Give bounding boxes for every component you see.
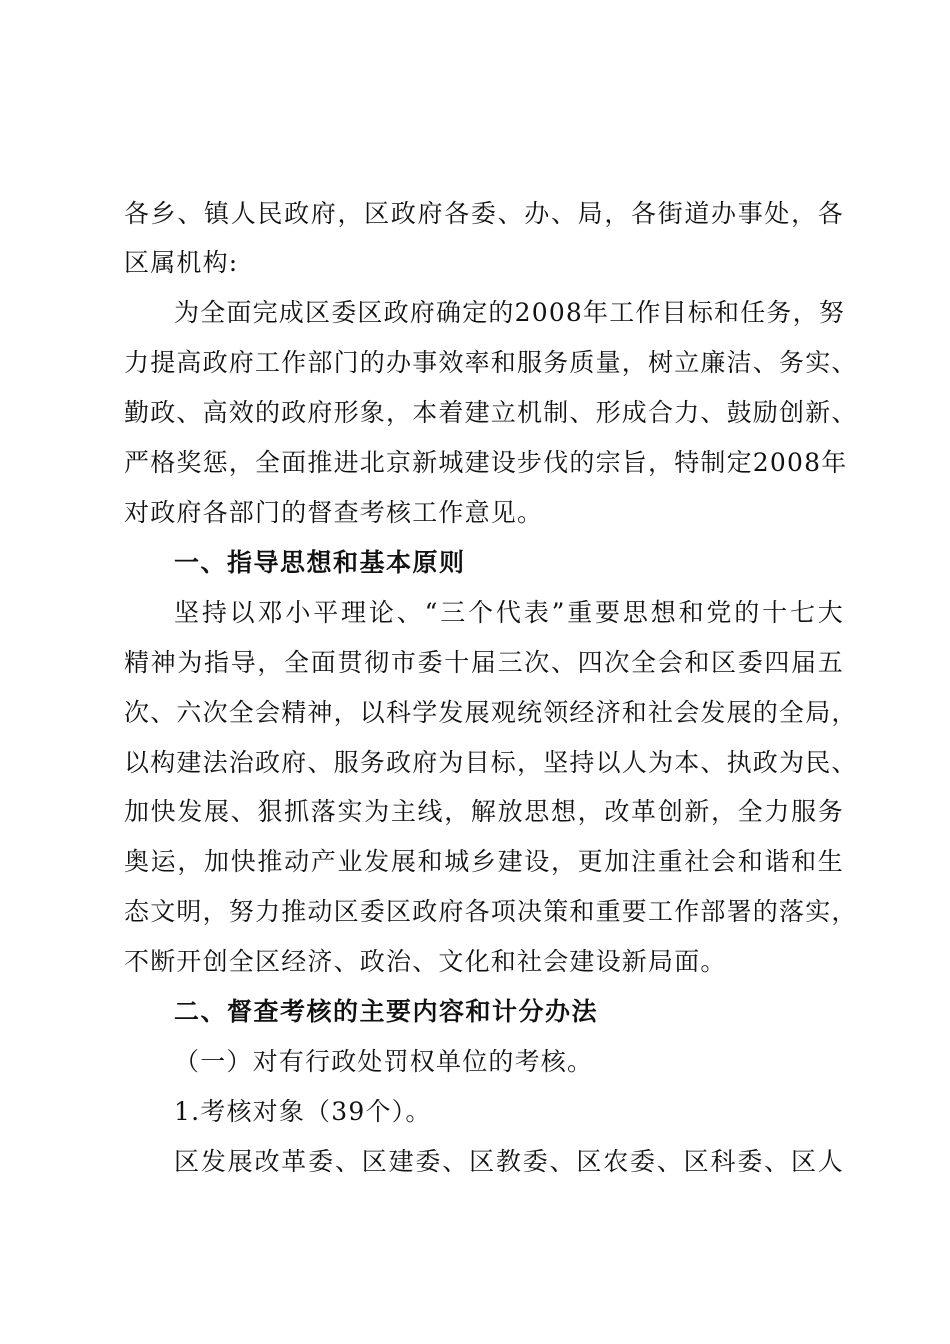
intro-line-2: 力提高政府工作部门的办事效率和服务质量，树立廉洁、务实、	[124, 348, 858, 377]
section-1-line-8: 不断开创全区经济、政治、文化和社会建设新局面。	[124, 947, 727, 976]
section-2-heading: 二、督查考核的主要内容和计分办法	[174, 997, 599, 1026]
section-1-line-2: 精神为指导，全面贯彻市委十届三次、四次全会和区委四届五	[124, 648, 844, 677]
section-1-line-5: 加快发展、狠抓落实为主线，解放思想，改革创新，全力服务	[124, 797, 844, 826]
section-1-line-3: 次、六次全会精神，以科学发展观统领经济和社会发展的全局，	[124, 698, 858, 727]
item-1-heading: 1.考核对象（39个）。	[174, 1097, 432, 1126]
salutation-line-1: 各乡、镇人民政府，区政府各委、办、局，各街道办事处，各	[124, 199, 844, 228]
section-1-line-7: 态文明，努力推动区委区政府各项决策和重要工作部署的落实，	[124, 897, 858, 926]
subsection-1-heading: （一）对有行政处罚权单位的考核。	[174, 1047, 594, 1076]
section-1-line-6: 奥运，加快推动产业发展和城乡建设，更加注重社会和谐和生	[124, 847, 844, 876]
item-1-line-1: 区发展改革委、区建委、区教委、区农委、区科委、区人	[174, 1147, 844, 1176]
salutation-line-2: 区属机构:	[124, 248, 239, 277]
section-1-line-4: 以构建法治政府、服务政府为目标，坚持以人为本、执政为民、	[124, 748, 858, 777]
intro-line-4: 严格奖惩，全面推进北京新城建设步伐的宗旨，特制定2008年	[124, 448, 848, 477]
intro-line-1: 为全面完成区委区政府确定的2008年工作目标和任务，努	[174, 298, 846, 327]
section-1-heading: 一、指导思想和基本原则	[174, 548, 466, 577]
section-1-line-1: 坚持以邓小平理论、“三个代表”重要思想和党的十七大	[174, 598, 844, 627]
intro-line-5: 对政府各部门的督查考核工作意见。	[124, 498, 544, 527]
intro-line-3: 勤政、高效的政府形象，本着建立机制、形成合力、鼓励创新、	[124, 398, 858, 427]
